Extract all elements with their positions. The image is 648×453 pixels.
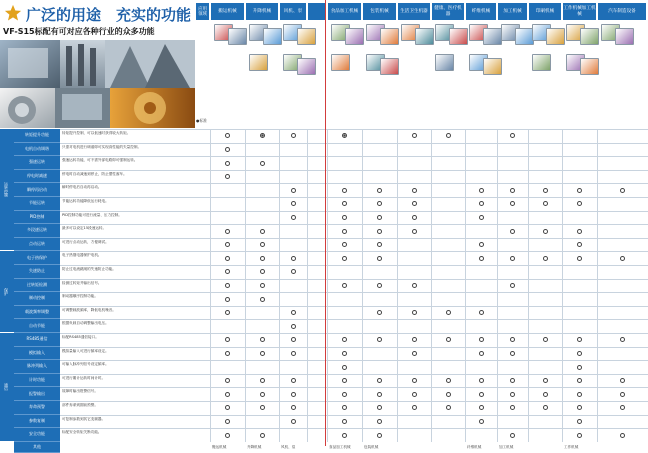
header-col-0: 搬运机械: [211, 3, 244, 20]
row-divider: [0, 224, 648, 225]
row-divider: [0, 156, 648, 157]
applicable-mark: [260, 392, 265, 397]
standard-mark: [342, 133, 347, 138]
applicable-mark: [260, 229, 265, 234]
applicable-mark: [342, 256, 347, 261]
applicable-mark: [412, 310, 417, 315]
applicable-mark: [342, 419, 347, 424]
feature-description: 可进行点动运转，方便调试。: [62, 239, 109, 244]
applicable-mark: [412, 378, 417, 383]
footer-value: 食品加工机械: [329, 444, 351, 449]
feature-table: [0, 129, 648, 449]
applicable-mark: [291, 269, 296, 274]
applicable-mark: [577, 337, 582, 342]
row-divider: [0, 333, 648, 334]
applicable-mark: [577, 201, 582, 206]
feature-description: 强速运转功能，可不需外部电路即可强制运转。: [62, 158, 138, 163]
applicable-mark: [510, 405, 515, 410]
column-divider: [528, 129, 529, 442]
applicable-mark: [342, 229, 347, 234]
feature-name: 参数复制: [14, 415, 60, 429]
header-col-6: 生活卫生机器: [398, 3, 430, 20]
feature-description: 只需对电机进行调谐即可实现高性能的矢量控制。: [62, 144, 142, 149]
applicable-mark: [291, 188, 296, 193]
industry-machine-icon: [380, 58, 399, 75]
applicable-mark: [446, 337, 451, 342]
row-divider: [0, 143, 648, 144]
applicable-mark: [620, 392, 625, 397]
feature-name: 过转矩检测: [14, 279, 60, 293]
applicable-mark: [479, 215, 484, 220]
star-icon: [4, 4, 22, 22]
applicable-mark: [225, 133, 230, 138]
column-divider: [431, 129, 432, 442]
feature-description: 可复制参数到其它变频器。: [62, 416, 106, 421]
column-divider: [210, 129, 211, 442]
applicable-mark: [577, 242, 582, 247]
applicable-mark: [577, 351, 582, 356]
feature-description: 转矩提升控制，可以低速时获得较大转矩。: [62, 131, 131, 135]
applicable-mark: [225, 378, 230, 383]
standard-mark: [260, 133, 265, 138]
footer-value: 升降机械: [247, 444, 262, 449]
footer-value: 加工机械: [499, 444, 514, 449]
feature-name: 瞬停再启动: [14, 183, 60, 197]
applicable-mark: [377, 215, 382, 220]
column-divider: [362, 129, 363, 442]
column-divider: [597, 129, 598, 442]
footer-value: 搬运机械: [212, 444, 227, 449]
feature-name: RS485通信: [14, 333, 60, 347]
applicable-mark: [479, 378, 484, 383]
applicable-mark: [510, 229, 515, 234]
row-divider: [0, 279, 648, 280]
applicable-mark: [291, 256, 296, 261]
feature-name: 点动运转: [14, 238, 60, 252]
applicable-mark: [377, 256, 382, 261]
applicable-mark: [412, 283, 417, 288]
applicable-mark: [479, 188, 484, 193]
feature-description: PID控制功能可进行流量、压力控制。: [62, 212, 122, 217]
applicable-mark: [225, 242, 230, 247]
feature-name: 制动控制: [14, 292, 60, 306]
row-divider: [0, 197, 648, 198]
applicable-mark: [577, 405, 582, 410]
feature-name: 强速运转: [14, 156, 60, 170]
column-divider: [397, 129, 398, 442]
row-divider: [0, 387, 648, 388]
applicable-mark: [479, 405, 484, 410]
column-divider: [562, 129, 563, 442]
applicable-mark: [510, 188, 515, 193]
applicable-mark: [577, 256, 582, 261]
applicable-mark: [291, 337, 296, 342]
feature-description: 节能运转功能降低运行耗电。: [62, 199, 109, 203]
column-divider: [307, 129, 308, 442]
applicable-mark: [412, 392, 417, 397]
feature-name: 失速防止: [14, 265, 60, 279]
feature-description: 标配RS485通信接口。: [62, 335, 99, 339]
applicable-mark: [291, 419, 296, 424]
industry-machine-icon: [580, 58, 599, 75]
feature-description: 标配安全转矩关断功能。: [62, 430, 102, 435]
applicable-mark: [446, 392, 451, 397]
applicable-mark: [342, 392, 347, 397]
header-col-4: 食品加工机械: [328, 3, 361, 20]
applicable-mark: [260, 242, 265, 247]
header-col-10: 印刷机械: [529, 3, 561, 20]
applicable-mark: [377, 310, 382, 315]
feature-name: 寿命预警: [14, 401, 60, 415]
applicable-mark: [620, 405, 625, 410]
applicable-mark: [377, 229, 382, 234]
feature-description: 可进行累计运转时间计时。: [62, 375, 106, 380]
applicable-mark: [620, 256, 625, 261]
category-label: 运转控制: [0, 129, 14, 250]
applicable-mark: [342, 337, 347, 342]
applicable-mark: [412, 133, 417, 138]
feature-name: 转矩提升功能: [14, 129, 60, 143]
applicable-mark: [412, 337, 417, 342]
feature-description: 停电时自动减速到停止，防止惯性溜车。: [62, 171, 127, 176]
applicable-mark: [377, 419, 382, 424]
applicable-mark: [577, 378, 582, 383]
applicable-mark: [377, 337, 382, 342]
applicable-mark: [342, 215, 347, 220]
footer-value: 包装机械: [364, 444, 379, 449]
applicable-mark: [412, 215, 417, 220]
industry-machine-icon: [546, 28, 565, 45]
applicable-mark: [291, 201, 296, 206]
feature-description: 制动器顺序控制功能。: [62, 294, 98, 299]
row-divider: [0, 360, 648, 361]
applicable-mark: [260, 161, 265, 166]
applicable-mark: [577, 419, 582, 424]
applicable-mark: [225, 283, 230, 288]
feature-description: 瞬时停电后自动再启动。: [62, 185, 102, 190]
applicable-mark: [412, 351, 417, 356]
applicable-mark: [510, 133, 515, 138]
feature-name: 计时功能: [14, 374, 60, 388]
feature-name: 停电时减速: [14, 170, 60, 184]
applicable-mark: [291, 392, 296, 397]
applicable-mark: [260, 351, 265, 356]
industry-machine-icon: [449, 28, 468, 45]
feature-description: 故障时输出报警信号。: [62, 389, 98, 394]
applicable-mark: [543, 378, 548, 383]
industry-machine-icon: [331, 54, 350, 71]
applicable-mark: [225, 433, 230, 438]
feature-description: 电子热继电器保护电机。: [62, 253, 102, 258]
applicable-mark: [260, 256, 265, 261]
applicable-mark: [412, 201, 417, 206]
applicable-mark: [543, 337, 548, 342]
title-area: [0, 0, 195, 40]
column-divider: [465, 129, 466, 442]
applicable-mark: [342, 365, 347, 370]
row-divider: [0, 415, 648, 416]
applicable-mark: [225, 351, 230, 356]
applicable-mark: [377, 201, 382, 206]
applicable-mark: [510, 283, 515, 288]
row-divider: [0, 129, 648, 130]
industry-machine-icon: [483, 28, 502, 45]
industry-machine-icon: [615, 28, 634, 45]
applicable-mark: [225, 229, 230, 234]
applicable-mark: [377, 188, 382, 193]
applicable-mark: [446, 133, 451, 138]
applicable-mark: [479, 242, 484, 247]
applicable-mark: [225, 161, 230, 166]
row-divider: [0, 251, 648, 252]
applicable-mark: [620, 337, 625, 342]
feature-description: 最多可以设定15段速运转。: [62, 226, 107, 231]
applicable-mark: [510, 256, 515, 261]
applicable-mark: [225, 419, 230, 424]
footer-value: 工作机械: [564, 444, 579, 449]
applicable-mark: [479, 392, 484, 397]
applicable-mark: [377, 242, 382, 247]
industry-machine-icon: [483, 58, 502, 75]
applicable-mark: [377, 433, 382, 438]
applicable-mark: [342, 378, 347, 383]
applicable-mark: [260, 297, 265, 302]
row-divider: [0, 319, 648, 320]
row-divider: [0, 306, 648, 307]
row-divider: [0, 238, 648, 239]
applicable-mark: [225, 405, 230, 410]
applicable-mark: [577, 433, 582, 438]
industry-machine-icon: [297, 28, 316, 45]
row-divider: [0, 170, 648, 171]
header-col-1: 升降机械: [246, 3, 278, 20]
applicable-mark: [479, 310, 484, 315]
applicable-mark: [260, 269, 265, 274]
applicable-mark: [291, 324, 296, 329]
header-col-12: 汽车制造设备: [598, 3, 646, 20]
feature-name: 电机自动调谐: [14, 143, 60, 157]
applicable-mark: [577, 229, 582, 234]
feature-name: 模拟输入: [14, 347, 60, 361]
applicable-mark: [225, 174, 230, 179]
applicable-mark: [543, 201, 548, 206]
applicable-mark: [510, 433, 515, 438]
applicable-mark: [577, 188, 582, 193]
row-divider: [0, 265, 648, 266]
applicable-mark: [260, 283, 265, 288]
applicable-mark: [446, 310, 451, 315]
industry-machine-icon: [580, 28, 599, 45]
category-label: 保护: [0, 251, 14, 332]
standard-badge: ●标准: [196, 118, 207, 123]
applicable-mark: [479, 201, 484, 206]
column-divider: [327, 129, 328, 442]
footer-label: 其他: [14, 442, 60, 453]
applicable-mark: [225, 392, 230, 397]
feature-name: PID控制: [14, 211, 60, 225]
applicable-mark: [412, 188, 417, 193]
applicable-mark: [543, 256, 548, 261]
applicable-mark: [342, 242, 347, 247]
industry-machine-icon: [435, 54, 454, 71]
row-divider: [0, 428, 648, 429]
category-label: 通信: [0, 333, 14, 441]
applicable-mark: [377, 378, 382, 383]
feature-name: 脉冲列输入: [14, 360, 60, 374]
applicable-mark: [510, 392, 515, 397]
applicable-mark: [225, 337, 230, 342]
column-divider: [279, 129, 280, 442]
applicable-mark: [479, 419, 484, 424]
applicable-mark: [291, 351, 296, 356]
applicable-mark: [225, 297, 230, 302]
footer-value: 纤维机械: [467, 444, 482, 449]
header-col-3: [308, 3, 326, 20]
applicable-mark: [342, 405, 347, 410]
feature-name: 载波频率调整: [14, 306, 60, 320]
feature-name: 自动节能: [14, 319, 60, 333]
applicable-mark: [225, 147, 230, 152]
applicable-mark: [377, 392, 382, 397]
applicable-mark: [543, 229, 548, 234]
applicable-mark: [620, 433, 625, 438]
applicable-mark: [479, 337, 484, 342]
page-subtitle: VF-S15标配有可对应各种行业的众多功能: [3, 27, 155, 36]
applicable-mark: [577, 365, 582, 370]
page-title: 广泛的用途 充实的功能: [26, 6, 192, 24]
applicable-mark: [412, 229, 417, 234]
applicable-mark: [446, 378, 451, 383]
feature-description: 可输入脉冲列信号设定频率。: [62, 362, 109, 367]
header-col-8: 纤维机械: [466, 3, 496, 20]
header-col-5: 包装机械: [363, 3, 396, 20]
feature-name: 多段速运转: [14, 224, 60, 238]
feature-description: 部件寿命到期前预警。: [62, 403, 98, 407]
row-divider: [0, 374, 648, 375]
applicable-mark: [260, 337, 265, 342]
header-col-9: 加工机械: [498, 3, 527, 20]
applicable-mark: [377, 283, 382, 288]
industry-machine-icon: [228, 28, 247, 45]
applicable-mark: [543, 188, 548, 193]
header-col-11: 工作机械加工机械: [563, 3, 596, 20]
feature-description: 根据负载自动调整输出电压。: [62, 321, 109, 326]
applicable-mark: [225, 310, 230, 315]
applicable-mark: [225, 256, 230, 261]
applicable-mark: [225, 269, 230, 274]
feature-name: 报警输出: [14, 387, 60, 401]
applicable-mark: [291, 310, 296, 315]
feature-name: 电子热保护: [14, 251, 60, 265]
header-col-2: 风机、泵: [280, 3, 306, 20]
applicable-mark: [342, 283, 347, 288]
feature-description: 防止过电流跳闸的失速防止功能。: [62, 267, 116, 271]
column-divider: [245, 129, 246, 442]
industry-machine-icon: [263, 28, 282, 45]
feature-description: 可调整载波频率，降低电机噪音。: [62, 307, 116, 312]
row-divider: [0, 401, 648, 402]
feature-description: 模拟量输入可进行频率设定。: [62, 348, 109, 353]
applicable-mark: [510, 378, 515, 383]
applicable-mark: [342, 201, 347, 206]
industry-machine-icon: [415, 28, 434, 45]
row-divider: [0, 292, 648, 293]
applicable-mark: [446, 405, 451, 410]
column-divider: [497, 129, 498, 442]
applicable-mark: [260, 378, 265, 383]
feature-name: 节能运转: [14, 197, 60, 211]
applicable-mark: [510, 201, 515, 206]
applicable-mark: [620, 188, 625, 193]
feature-description: 检测过转矩并输出信号。: [62, 280, 102, 285]
header-col-7: 健康、医疗机器: [432, 3, 464, 20]
applicable-mark: [479, 256, 484, 261]
row-divider: [0, 183, 648, 184]
applicable-mark: [510, 337, 515, 342]
industry-machine-icon: [249, 54, 268, 71]
header-application-field: 应用领域: [196, 3, 209, 20]
row-divider: [0, 211, 648, 212]
industrial-photos: [0, 40, 195, 128]
applicable-mark: [342, 351, 347, 356]
footer-value: 风机、泵: [281, 444, 296, 449]
industry-machine-icon: [380, 28, 399, 45]
applicable-mark: [620, 378, 625, 383]
applicable-mark: [377, 405, 382, 410]
photo-collage: [0, 40, 195, 128]
applicable-mark: [342, 188, 347, 193]
industry-machine-icon: [297, 58, 316, 75]
applicable-mark: [260, 433, 265, 438]
applicable-mark: [291, 215, 296, 220]
industry-machine-icon: [345, 28, 364, 45]
applicable-mark: [412, 405, 417, 410]
applicable-mark: [291, 133, 296, 138]
applicable-mark: [543, 405, 548, 410]
applicable-mark: [291, 378, 296, 383]
feature-name: 安全功能: [14, 428, 60, 442]
row-divider: [0, 347, 648, 348]
applicable-mark: [479, 351, 484, 356]
section-divider: [325, 0, 326, 446]
applicable-mark: [291, 405, 296, 410]
applicable-mark: [543, 392, 548, 397]
industry-machine-icon: [532, 54, 551, 71]
applicable-mark: [342, 433, 347, 438]
applicable-mark: [577, 392, 582, 397]
applicable-mark: [260, 405, 265, 410]
applicable-mark: [510, 351, 515, 356]
